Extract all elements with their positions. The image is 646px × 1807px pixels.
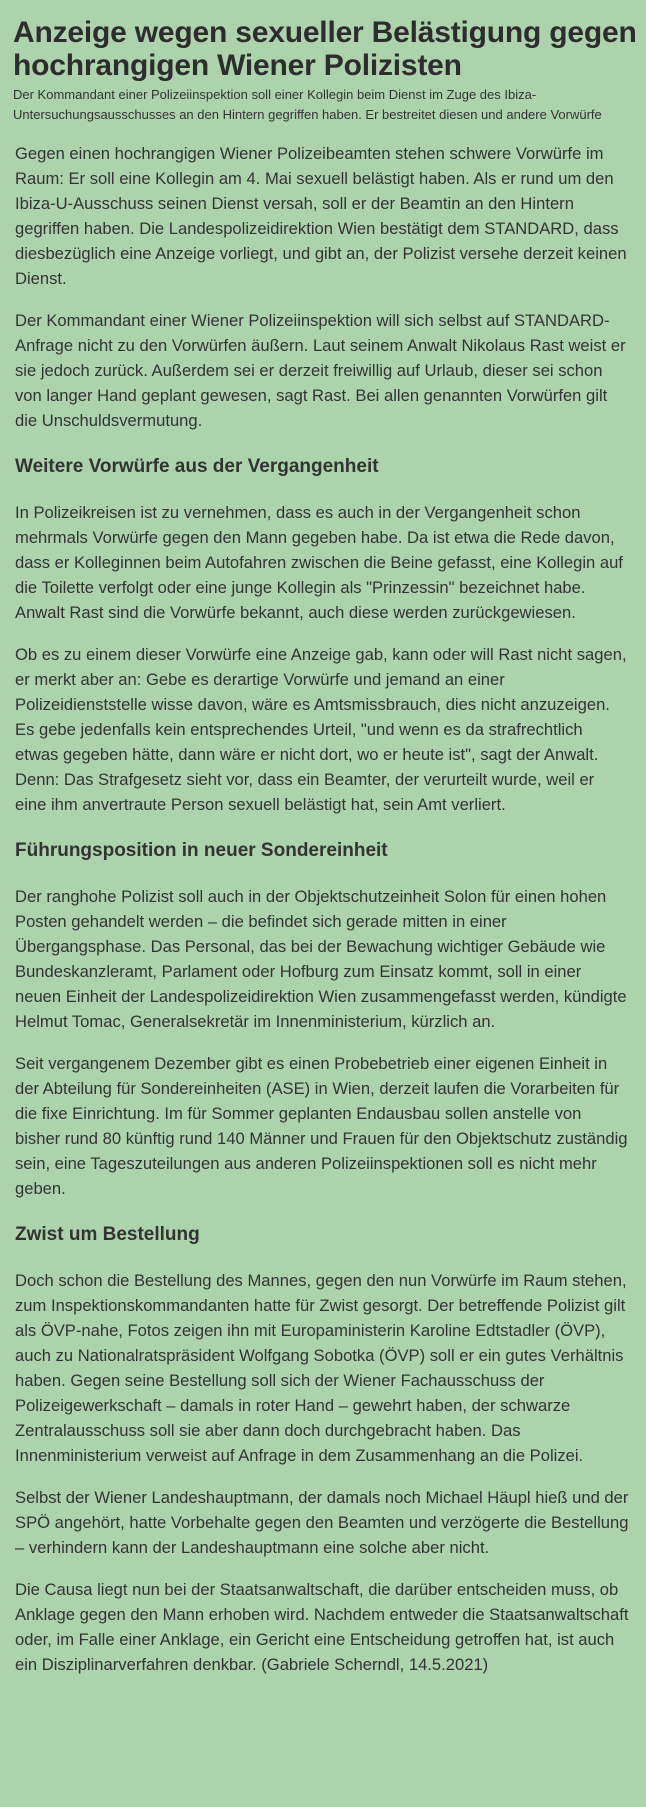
article-paragraph: Selbst der Wiener Landeshauptmann, der damals noch Michael Häupl hieß und der SPÖ angehört, hatte Vorbehalte gegen den Beamten und verzögerte die Bestellung – verhindern kann der Landeshauptmann eine solche aber nicht.	[15, 1488, 629, 1557]
article-paragraph: Gegen einen hochrangigen Wiener Polizeibeamten stehen schwere Vorwürfe im Raum: Er soll eine Kollegin am 4. Mai sexuell belästigt haben. Als er rund um den Ibiza-U-Ausschuss seinen Dienst versah, soll er der Beamtin an den Hintern gegriffen haben. Die Landespolizeidirektion Wien bestätigt dem STANDARD, dass diesbezüglich eine Anzeige vorliegt, und gibt an, der Polizist versehe derzeit keinen Dienst.	[15, 144, 627, 288]
article-headline: Anzeige wegen sexueller Belästigung gegen hochrangigen Wiener Polizisten	[13, 16, 637, 82]
section-heading: Weitere Vorwürfe aus der Vergangenheit	[15, 456, 379, 477]
article-paragraph: Der Kommandant einer Wiener Polizeiinspektion will sich selbst auf STANDARD-Anfrage nicht zu den Vorwürfen äußern. Laut seinem Anwalt Nikolaus Rast weist er sie jedoch zurück. Außerdem sei er derzeit freiwillig auf Urlaub, dieser sei schon von langer Hand geplant gewesen, sagt Rast. Bei allen genannten Vorwürfen gilt die Unschuldsvermutung.	[15, 311, 626, 430]
article-paragraph: Die Causa liegt nun bei der Staatsanwaltschaft, die darüber entscheiden muss, ob Anklage gegen den Mann erhoben wird. Nachdem entweder die Staatsanwaltschaft oder, im Falle einer Anklage, ein Gericht eine Entscheidung getroffen hat, ist auch ein Disziplinarverfahren denkbar. (Gabriele Scherndl, 14.5.2021)	[15, 1580, 629, 1674]
article-lead: Der Kommandant einer Polizeiinspektion soll einer Kollegin beim Dienst im Zuge des Ibiza-Untersuchungsausschusses an den Hintern gegriffen haben. Er bestreitet diesen und andere Vorwürfe	[13, 87, 602, 122]
section-heading: Führungsposition in neuer Sondereinheit	[15, 840, 388, 861]
article-paragraph: Seit vergangenem Dezember gibt es einen Probebetrieb einer eigenen Einheit in der Abteilung für Sondereinheiten (ASE) in Wien, derzeit laufen die Vorarbeiten für die fixe Einrichtung. Im für Sommer geplanten Endausbau sollen anstelle von bisher rund 80 künftig rund 140 Männer und Frauen für den Objektschutz zuständig sein, eine Tageszuteilungen aus anderen Polizeiinspektionen soll es nicht mehr geben.	[15, 1054, 628, 1198]
article-paragraph: Ob es zu einem dieser Vorwürfe eine Anzeige gab, kann oder will Rast nicht sagen, er merkt aber an: Gebe es derartige Vorwürfe und jemand an einer Polizeidienststelle wisse davon, wäre es Amtsmissbrauch, dies nicht anzuzeigen. Es gebe jedenfalls kein entsprechendes Urteil, "und wenn es da strafrechtlich etwas gegeben hätte, dann wäre er nicht dort, wo er heute ist", sagt der Anwalt. Denn: Das Strafgesetz sieht vor, dass ein Beamter, der verurteilt wurde, weil er eine ihm anvertraute Person sexuell belästigt hat, sein Amt verliert.	[15, 645, 627, 814]
article-paragraph: Der ranghohe Polizist soll auch in der Objektschutzeinheit Solon für einen hohen Posten gehandelt werden – die befindet sich gerade mitten in einer Übergangsphase. Das Personal, das bei der Bewachung wichtiger Gebäude wie Bundeskanzleramt, Parlament oder Hofburg zum Einsatz kommt, soll in einer neuen Einheit der Landespolizeidirektion Wien zusammengefasst werden, kündigte Helmut Tomac, Generalsekretär im Innenministerium, kürzlich an.	[15, 887, 627, 1031]
article-paragraph: Doch schon die Bestellung des Mannes, gegen den nun Vorwürfe im Raum stehen, zum Inspektionskommandanten hatte für Zwist gesorgt. Der betreffende Polizist gilt als ÖVP-nahe, Fotos zeigen ihn mit Europaministerin Karoline Edtstadler (ÖVP), auch zu Nationalratspräsident Wolfgang Sobotka (ÖVP) soll er ein gutes Verhältnis haben. Gegen seine Bestellung soll sich der Wiener Fachausschuss der Polizeigewerkschaft – damals in roter Hand – gewehrt haben, der schwarze Zentralausschuss soll sie aber dann doch durchgebracht haben. Das Innenministerium verweist auf Anfrage in dem Zusammenhang an die Polizei.	[15, 1271, 627, 1465]
article-paragraph: In Polizeikreisen ist zu vernehmen, dass es auch in der Vergangenheit schon mehrmals Vorwürfe gegen den Mann gegeben habe. Da ist etwa die Rede davon, dass er Kolleginnen beim Autofahren zwischen die Beine gefasst, eine Kollegin auf die Toilette verfolgt oder eine junge Kollegin als "Prinzessin" bezeichnet habe. Anwalt Rast sind die Vorwürfe bekannt, auch diese werden zurückgewiesen.	[15, 503, 623, 622]
article-body	[0, 125, 630, 1677]
section-heading: Zwist um Bestellung	[15, 1224, 200, 1245]
